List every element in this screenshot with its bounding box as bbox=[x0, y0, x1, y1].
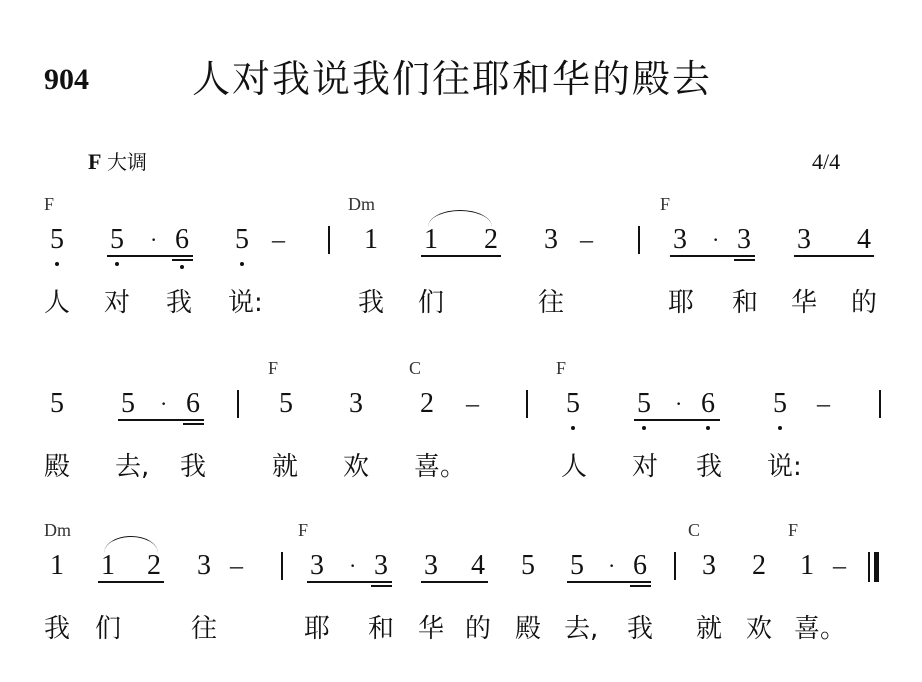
note: 3 bbox=[737, 224, 751, 255]
lyric-syllable: 人 bbox=[44, 288, 71, 318]
beam-underline bbox=[172, 259, 193, 261]
barline bbox=[674, 552, 676, 580]
beam-underline bbox=[118, 419, 204, 421]
note: 1 bbox=[101, 550, 115, 581]
note: 1 bbox=[364, 224, 378, 255]
note: 3 bbox=[349, 388, 363, 419]
low-octave-dot bbox=[240, 262, 244, 266]
barline bbox=[237, 390, 239, 418]
note: 3 bbox=[673, 224, 687, 255]
sustain-dash: – bbox=[466, 389, 479, 418]
final-barline-thin bbox=[868, 552, 870, 582]
final-barline-thick bbox=[874, 552, 879, 582]
note: 6 bbox=[701, 388, 715, 419]
beam-underline bbox=[567, 581, 651, 583]
note: 1 bbox=[50, 550, 64, 581]
note: 5 bbox=[110, 224, 124, 255]
sustain-dash: – bbox=[230, 551, 243, 580]
chord-symbol: F bbox=[268, 358, 279, 378]
beam-underline bbox=[183, 423, 204, 425]
key-letter: F bbox=[88, 149, 102, 174]
lyric-syllable: 华 bbox=[418, 614, 445, 644]
chord-symbol: Dm bbox=[44, 520, 71, 540]
note: 2 bbox=[420, 388, 434, 419]
low-octave-dot bbox=[115, 262, 119, 266]
augmentation-dot: · bbox=[712, 227, 720, 252]
lyric-syllable: 耶 bbox=[668, 288, 695, 318]
chord-symbol: F bbox=[44, 194, 55, 214]
beam-underline bbox=[794, 255, 874, 257]
barline bbox=[281, 552, 283, 580]
beam-underline bbox=[421, 581, 488, 583]
note: 4 bbox=[471, 550, 485, 581]
lyric-syllable: 和 bbox=[732, 288, 759, 318]
lyric-syllable: 去, bbox=[564, 614, 599, 644]
hymn-number: 904 bbox=[44, 63, 89, 96]
chord-symbol: F bbox=[298, 520, 309, 540]
beam-underline bbox=[734, 259, 755, 261]
lyric-syllable: 说: bbox=[228, 288, 263, 318]
lyric-syllable: 我 bbox=[358, 288, 385, 318]
note: 3 bbox=[702, 550, 716, 581]
lyric-syllable: 人 bbox=[561, 452, 588, 482]
note: 2 bbox=[484, 224, 498, 255]
augmentation-dot: · bbox=[150, 227, 158, 252]
lyric-syllable: 就 bbox=[272, 452, 299, 482]
lyric-syllable: 喜。 bbox=[414, 452, 467, 482]
chord-symbol: C bbox=[409, 358, 422, 378]
note: 5 bbox=[566, 388, 580, 419]
note: 5 bbox=[121, 388, 135, 419]
note: 3 bbox=[544, 224, 558, 255]
key-signature bbox=[88, 148, 147, 176]
chord-symbol: C bbox=[688, 520, 701, 540]
key-mode: 大调 bbox=[106, 150, 147, 174]
chord-symbol: F bbox=[660, 194, 671, 214]
barline bbox=[526, 390, 528, 418]
lyric-syllable: 喜。 bbox=[794, 614, 847, 644]
note: 5 bbox=[570, 550, 584, 581]
lyric-syllable: 我 bbox=[166, 288, 193, 318]
note: 4 bbox=[857, 224, 871, 255]
note: 3 bbox=[197, 550, 211, 581]
lyric-syllable: 欢 bbox=[746, 614, 773, 644]
note: 5 bbox=[637, 388, 651, 419]
lyric-syllable: 去, bbox=[115, 452, 150, 482]
low-octave-dot bbox=[778, 426, 782, 430]
lyric-syllable: 我 bbox=[696, 452, 723, 482]
lyric-syllable: 就 bbox=[696, 614, 723, 644]
low-octave-dot bbox=[642, 426, 646, 430]
sustain-dash: – bbox=[833, 551, 846, 580]
lyric-syllable: 我 bbox=[627, 614, 654, 644]
lyric-syllable: 往 bbox=[538, 288, 565, 318]
augmentation-dot: · bbox=[675, 391, 683, 416]
lyric-syllable: 对 bbox=[104, 288, 131, 318]
note: 5 bbox=[279, 388, 293, 419]
beam-underline bbox=[630, 585, 651, 587]
note: 5 bbox=[773, 388, 787, 419]
beam-underline bbox=[371, 585, 392, 587]
beam-underline bbox=[98, 581, 164, 583]
sustain-dash: – bbox=[580, 225, 593, 254]
lyric-syllable: 的 bbox=[465, 614, 492, 644]
note: 3 bbox=[797, 224, 811, 255]
tie-slur bbox=[428, 210, 492, 227]
lyric-syllable: 对 bbox=[632, 452, 659, 482]
barline bbox=[638, 226, 640, 254]
chord-symbol: F bbox=[788, 520, 799, 540]
lyric-syllable: 我 bbox=[180, 452, 207, 482]
note: 3 bbox=[374, 550, 388, 581]
sustain-dash: – bbox=[817, 389, 830, 418]
lyric-syllable: 耶 bbox=[304, 614, 331, 644]
barline bbox=[328, 226, 330, 254]
augmentation-dot: · bbox=[608, 553, 616, 578]
note: 6 bbox=[186, 388, 200, 419]
note: 5 bbox=[50, 388, 64, 419]
note: 6 bbox=[175, 224, 189, 255]
lyric-syllable: 欢 bbox=[343, 452, 370, 482]
lyric-syllable: 我 bbox=[44, 614, 71, 644]
note: 5 bbox=[521, 550, 535, 581]
low-octave-dot bbox=[180, 265, 184, 269]
lyric-syllable: 的 bbox=[851, 288, 878, 318]
note: 5 bbox=[50, 224, 64, 255]
note: 2 bbox=[147, 550, 161, 581]
note: 1 bbox=[424, 224, 438, 255]
lyric-syllable: 华 bbox=[791, 288, 818, 318]
note: 2 bbox=[752, 550, 766, 581]
barline bbox=[879, 390, 881, 418]
lyric-syllable: 和 bbox=[368, 614, 395, 644]
chord-symbol: Dm bbox=[348, 194, 375, 214]
augmentation-dot: · bbox=[160, 391, 168, 416]
beam-underline bbox=[634, 419, 720, 421]
lyric-syllable: 往 bbox=[191, 614, 218, 644]
low-octave-dot bbox=[571, 426, 575, 430]
hymn-title: 人对我说我们往耶和华的殿去 bbox=[192, 57, 713, 101]
note: 5 bbox=[235, 224, 249, 255]
beam-underline bbox=[421, 255, 501, 257]
time-signature: 4/4 bbox=[812, 149, 841, 174]
chord-symbol: F bbox=[556, 358, 567, 378]
lyric-syllable: 说: bbox=[767, 452, 802, 482]
lyric-syllable: 们 bbox=[95, 614, 122, 644]
beam-underline bbox=[107, 255, 193, 257]
low-octave-dot bbox=[706, 426, 710, 430]
note: 6 bbox=[633, 550, 647, 581]
tie-slur bbox=[104, 536, 158, 553]
low-octave-dot bbox=[55, 262, 59, 266]
lyric-syllable: 殿 bbox=[44, 452, 71, 482]
note: 1 bbox=[800, 550, 814, 581]
note: 3 bbox=[310, 550, 324, 581]
beam-underline bbox=[307, 581, 392, 583]
sustain-dash: – bbox=[272, 225, 285, 254]
lyric-syllable: 殿 bbox=[515, 614, 542, 644]
augmentation-dot: · bbox=[349, 553, 357, 578]
lyric-syllable: 们 bbox=[418, 288, 445, 318]
note: 3 bbox=[424, 550, 438, 581]
beam-underline bbox=[670, 255, 755, 257]
